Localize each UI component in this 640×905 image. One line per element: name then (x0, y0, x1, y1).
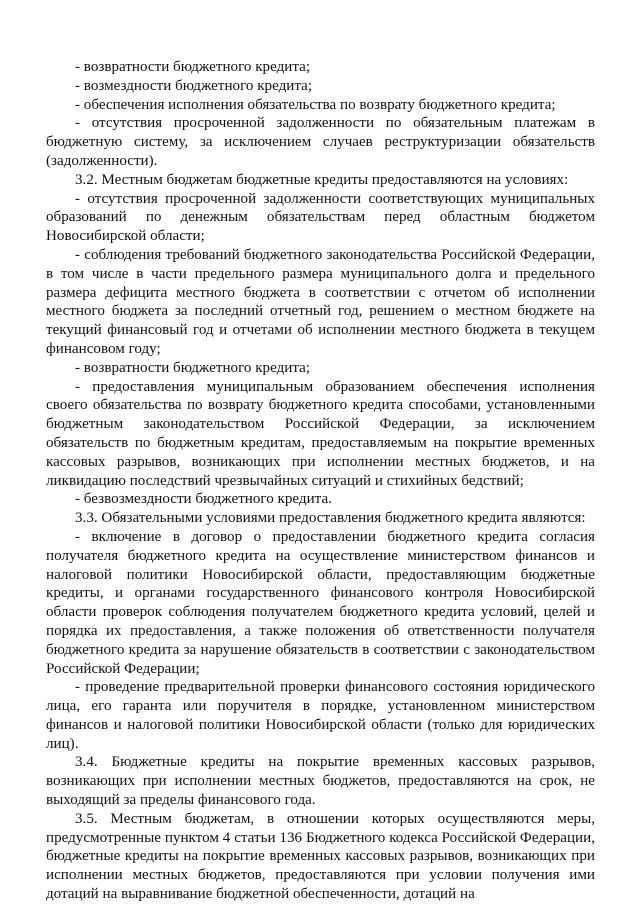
section-3-2-heading: 3.2. Местным бюджетам бюджетные кредиты предоставляются на условиях: (75, 171, 569, 188)
bullet-no-overdue-payments: - отсутствия просроченной задолженности по обязательным платежам в бюджетную систему, за исключением случаев реструктуризации обязательств (задолженности). (46, 115, 595, 169)
bullet-repayment: - возвратности бюджетного кредита; (75, 59, 311, 75)
bullet-compensation: - возмездности бюджетного кредита; (75, 77, 313, 94)
bullet-preliminary-check: - проведение предварительной проверки финансового состояния юридического лица, его гаранта или поручителя в порядке, установленном министерством финансов и налоговой политики Новосибирской области (только для юридических лиц). (46, 679, 595, 752)
section-3-5: 3.5. Местным бюджетам, в отношении которых осуществляются меры, предусмотренные пунктом 4 статьи 136 Бюджетного кодекса Российской Федерации, бюджетные кредиты на покрытие временных кассовых разрывов, возникающих при исполнении местных бюджетов, предоставляются при условии получения ими дотаций на выравнивание бюджетной обеспеченности, дотаций на (46, 810, 595, 903)
section-3-3-heading: 3.3. Обязательными условиями предоставления бюджетного кредита являются: (75, 510, 586, 527)
bullet-budget-law-compliance: - соблюдения требований бюджетного законодательства Российской Федерации, в том числе в части предельного размера муниципального долга и предельного размера дефицита местного бюджета в соответствии с отчетом об исполнении местного бюджета за последний отчетный год, решением о местном бюджете на текущий финансовый год и отчетами об исполнении местного бюджета в текущем финансовом году; (46, 246, 595, 357)
document-page (46, 58, 595, 904)
bullet-gratuitousness: - безвозмездности бюджетного кредита. (75, 491, 332, 508)
bullet-security-provision: - предоставления муниципальным образованием обеспечения исполнения своего обязательства по возврату бюджетного кредита способами, установленными бюджетным законодательством Российской Федерации, за исключением обязательств по бюджетным кредитам, предоставляемым на покрытие временных кассовых разрывов, возникающих при исполнении местных бюджетов, и на ликвидацию последствий чрезвычайных ситуаций и стихийных бедствий; (46, 378, 595, 489)
bullet-obligation-security: - обеспечения исполнения обязательства по возврату бюджетного кредита; (75, 96, 556, 113)
bullet-no-overdue-debt: - отсутствия просроченной задолженности соответствующих муниципальных образований по денежным обязательствам перед областным бюджетом Новосибирской области; (46, 190, 595, 245)
bullet-consent-inclusion: - включение в договор о предоставлении бюджетного кредита согласия получателя бюджетного кредита на осуществление министерством финансов и налоговой политики Новосибирской области, предоставляющим бюджетные кредиты, и органами государственного финансового контроля Новосибирской области проверок соблюдения получателем бюджетного кредита условий, целей и порядка их предоставления, а также положения об ответственности получателя бюджетного кредита за нарушение обязательств в соответствии с законодательством Российской Федерации; (46, 528, 595, 677)
bullet-repayment-2: - возвратности бюджетного кредита; (75, 359, 311, 376)
section-3-4: 3.4. Бюджетные кредиты на покрытие временных кассовых разрывов, возникающих при исполнении местных бюджетов, предоставляются на срок, не выходящий за пределы финансового года. (46, 754, 595, 809)
